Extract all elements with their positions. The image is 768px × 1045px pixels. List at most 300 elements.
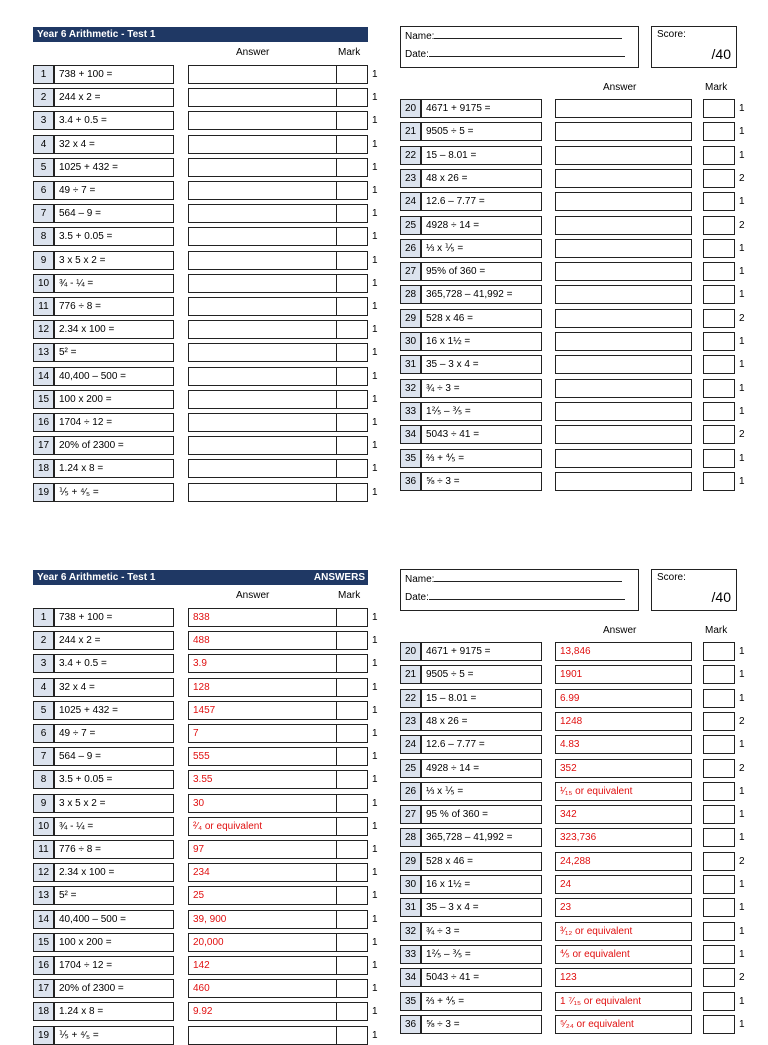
- test-title-bar: [33, 27, 368, 42]
- mark-value: 1: [372, 612, 378, 623]
- date-field[interactable]: [405, 47, 625, 60]
- mark-box[interactable]: [336, 631, 368, 650]
- mark-box[interactable]: [336, 297, 368, 316]
- answer-sheet: [0, 543, 768, 1043]
- question-text: 528 x 46 =: [421, 309, 542, 328]
- name-field[interactable]: [405, 572, 622, 585]
- answer-value: 142: [188, 956, 357, 975]
- mark-box[interactable]: [703, 146, 735, 165]
- mark-box[interactable]: [703, 309, 735, 328]
- question-number: 34: [400, 425, 421, 444]
- mark-box[interactable]: [703, 805, 735, 824]
- answer-box[interactable]: [555, 425, 692, 444]
- mark-box[interactable]: [703, 945, 735, 964]
- mark-value: 1: [739, 879, 745, 890]
- mark-value: 2: [739, 429, 745, 441]
- mark-value: 1: [739, 809, 745, 821]
- question-number: 25: [400, 759, 421, 778]
- mark-box[interactable]: [703, 239, 735, 258]
- question-text: 4671 + 9175 =: [421, 99, 542, 118]
- question-number: 20: [400, 99, 421, 118]
- answer-column-header: Answer: [603, 625, 637, 636]
- mark-box[interactable]: [703, 782, 735, 801]
- mark-value: 2: [739, 172, 745, 184]
- mark-value: 1: [739, 475, 745, 487]
- mark-value: 1: [372, 820, 378, 832]
- answer-box[interactable]: [555, 169, 692, 188]
- question-number: 14: [33, 910, 54, 929]
- question-number: 21: [400, 665, 421, 684]
- answer-box[interactable]: [555, 379, 692, 398]
- mark-box[interactable]: [336, 886, 368, 905]
- question-text: 5² =: [54, 343, 174, 362]
- mark-box[interactable]: [336, 251, 368, 270]
- question-number: 16: [33, 413, 54, 432]
- mark-box[interactable]: [336, 390, 368, 409]
- answer-column-header: Answer: [236, 47, 270, 58]
- question-text: 35 – 3 x 4 =: [421, 355, 542, 374]
- test-title: Year 6 Arithmetic - Test 1: [37, 572, 156, 583]
- mark-value: 1: [739, 196, 745, 208]
- date-field[interactable]: [405, 590, 625, 603]
- mark-value: 1: [372, 751, 378, 763]
- answer-box[interactable]: [188, 274, 357, 293]
- question-text: ⅝ ÷ 3 =: [421, 472, 542, 491]
- answer-box[interactable]: [188, 320, 357, 339]
- mark-value: 1: [739, 785, 745, 797]
- answer-box[interactable]: [188, 483, 357, 502]
- answer-box[interactable]: [555, 332, 692, 351]
- mark-box[interactable]: [336, 863, 368, 882]
- mark-box[interactable]: [703, 875, 735, 894]
- score-label: Score:: [657, 572, 686, 583]
- mark-value: 1: [739, 149, 745, 161]
- answer-box[interactable]: [188, 297, 357, 316]
- question-text: 3.5 + 0.05 =: [54, 227, 174, 246]
- question-number: 7: [33, 747, 54, 766]
- answer-box[interactable]: [188, 227, 357, 246]
- mark-box[interactable]: [336, 840, 368, 859]
- name-field[interactable]: [405, 29, 622, 42]
- mark-value: 1: [372, 960, 378, 971]
- mark-box[interactable]: [703, 216, 735, 235]
- mark-box[interactable]: [336, 1026, 368, 1045]
- answer-value: 23: [555, 898, 692, 917]
- mark-value: 1: [372, 324, 378, 336]
- mark-box[interactable]: [703, 169, 735, 188]
- answer-value: 323,736: [555, 828, 692, 847]
- question-number: 29: [400, 852, 421, 871]
- question-text: 1025 + 432 =: [54, 701, 174, 720]
- mark-value: 1: [372, 254, 378, 266]
- mark-value: 1: [739, 336, 745, 347]
- mark-value: 1: [372, 681, 378, 693]
- mark-box[interactable]: [336, 956, 368, 975]
- answer-box[interactable]: [188, 413, 357, 432]
- question-number: 14: [33, 367, 54, 386]
- question-text: 528 x 46 =: [421, 852, 542, 871]
- mark-value: 1: [372, 890, 378, 902]
- question-number: 33: [400, 402, 421, 421]
- question-number: 34: [400, 968, 421, 987]
- mark-value: 1: [739, 266, 745, 278]
- name-label: Name:: [405, 31, 435, 42]
- question-text: 244 x 2 =: [54, 88, 174, 107]
- question-number: 5: [33, 701, 54, 720]
- question-number: 4: [33, 135, 54, 154]
- test-title: Year 6 Arithmetic - Test 1: [37, 29, 156, 40]
- answer-value: 460: [188, 979, 357, 998]
- score-total: /40: [711, 46, 731, 62]
- question-number: 8: [33, 770, 54, 789]
- mark-box[interactable]: [336, 678, 368, 697]
- question-text: 20% of 2300 =: [54, 979, 174, 998]
- answer-box[interactable]: [188, 459, 357, 478]
- mark-value: 1: [372, 1029, 378, 1041]
- mark-box[interactable]: [336, 135, 368, 154]
- question-number: 12: [33, 863, 54, 882]
- question-text: 32 x 4 =: [54, 678, 174, 697]
- mark-value: 2: [739, 762, 745, 774]
- answer-value: 1457: [188, 701, 357, 720]
- answer-box[interactable]: [188, 251, 357, 270]
- mark-box[interactable]: [336, 436, 368, 455]
- answer-value: 13,846: [555, 642, 692, 661]
- mark-box[interactable]: [703, 122, 735, 141]
- question-text: 40,400 – 500 =: [54, 367, 174, 386]
- question-number: 30: [400, 875, 421, 894]
- mark-value: 1: [739, 289, 745, 301]
- mark-box[interactable]: [336, 343, 368, 362]
- question-text: 35 – 3 x 4 =: [421, 898, 542, 917]
- mark-value: 1: [372, 844, 378, 855]
- test-title-bar: [33, 570, 368, 585]
- mark-value: 1: [372, 161, 378, 173]
- mark-value: 1: [372, 936, 378, 948]
- mark-box[interactable]: [703, 642, 735, 661]
- mark-box[interactable]: [703, 689, 735, 708]
- question-text: 738 + 100 =: [54, 65, 174, 84]
- question-number: 27: [400, 262, 421, 281]
- mark-box[interactable]: [703, 379, 735, 398]
- question-text: 738 + 100 =: [54, 608, 174, 627]
- mark-value: 1: [372, 393, 378, 405]
- question-text: ¾ ÷ 3 =: [421, 922, 542, 941]
- question-text: 16 x 1½ =: [421, 332, 542, 351]
- answer-box[interactable]: [555, 192, 692, 211]
- mark-value: 1: [372, 301, 378, 312]
- question-number: 10: [33, 274, 54, 293]
- question-text: 4928 ÷ 14 =: [421, 216, 542, 235]
- question-text: 15 – 8.01 =: [421, 146, 542, 165]
- question-number: 32: [400, 379, 421, 398]
- mark-box[interactable]: [703, 968, 735, 987]
- question-number: 6: [33, 724, 54, 743]
- answer-box[interactable]: [555, 122, 692, 141]
- answer-value: 352: [555, 759, 692, 778]
- mark-value: 1: [372, 774, 378, 786]
- mark-box[interactable]: [703, 192, 735, 211]
- answer-box[interactable]: [555, 355, 692, 374]
- mark-value: 1: [372, 115, 378, 127]
- mark-box[interactable]: [336, 88, 368, 107]
- question-number: 23: [400, 169, 421, 188]
- mark-box[interactable]: [336, 158, 368, 177]
- question-text: 3.5 + 0.05 =: [54, 770, 174, 789]
- mark-value: 1: [372, 728, 378, 739]
- question-text: ¾ - ¼ =: [54, 274, 174, 293]
- question-text: 5² =: [54, 886, 174, 905]
- mark-box[interactable]: [703, 665, 735, 684]
- question-text: ⅝ ÷ 3 =: [421, 1015, 542, 1034]
- question-text: 15 – 8.01 =: [421, 689, 542, 708]
- date-label: Date:: [405, 592, 429, 603]
- answer-box[interactable]: [555, 309, 692, 328]
- question-sheet: [0, 0, 768, 500]
- question-number: 35: [400, 449, 421, 468]
- question-number: 17: [33, 979, 54, 998]
- mark-box[interactable]: [336, 794, 368, 813]
- answer-box[interactable]: [188, 158, 357, 177]
- answer-box[interactable]: [555, 99, 692, 118]
- mark-value: 1: [372, 138, 378, 150]
- question-text: 32 x 4 =: [54, 135, 174, 154]
- answer-value: [188, 1026, 357, 1045]
- question-text: 1⅖ – ⅗ =: [421, 945, 542, 964]
- mark-box[interactable]: [336, 483, 368, 502]
- question-text: 12.6 – 7.77 =: [421, 735, 542, 754]
- question-text: 3 x 5 x 2 =: [54, 251, 174, 270]
- question-text: ¾ ÷ 3 =: [421, 379, 542, 398]
- mark-box[interactable]: [703, 99, 735, 118]
- mark-value: 1: [372, 92, 378, 104]
- mark-box[interactable]: [336, 817, 368, 836]
- answer-value: 20,000: [188, 933, 357, 952]
- mark-value: 1: [372, 486, 378, 498]
- mark-box[interactable]: [336, 910, 368, 929]
- mark-value: 1: [739, 382, 745, 394]
- question-text: 4671 + 9175 =: [421, 642, 542, 661]
- mark-value: 2: [739, 219, 745, 231]
- mark-box[interactable]: [703, 449, 735, 468]
- question-text: 1704 ÷ 12 =: [54, 956, 174, 975]
- answer-box[interactable]: [555, 262, 692, 281]
- mark-box[interactable]: [336, 747, 368, 766]
- mark-box[interactable]: [703, 425, 735, 444]
- question-number: 31: [400, 355, 421, 374]
- mark-box[interactable]: [703, 262, 735, 281]
- answer-box[interactable]: [188, 343, 357, 362]
- answer-value: 1248: [555, 712, 692, 731]
- answer-box[interactable]: [188, 181, 357, 200]
- question-number: 24: [400, 735, 421, 754]
- answers-label: ANSWERS: [313, 572, 365, 583]
- mark-box[interactable]: [703, 402, 735, 421]
- mark-box[interactable]: [336, 933, 368, 952]
- mark-value: 1: [739, 832, 745, 844]
- mark-box[interactable]: [336, 274, 368, 293]
- question-number: 31: [400, 898, 421, 917]
- question-number: 13: [33, 886, 54, 905]
- question-number: 4: [33, 678, 54, 697]
- answer-value: ⅘ or equivalent: [555, 945, 692, 964]
- question-text: 365,728 – 41,992 =: [421, 285, 542, 304]
- mark-box[interactable]: [703, 332, 735, 351]
- answer-value: 7: [188, 724, 357, 743]
- answer-value: 6.99: [555, 689, 692, 708]
- mark-box[interactable]: [703, 712, 735, 731]
- question-text: 3 x 5 x 2 =: [54, 794, 174, 813]
- mark-box[interactable]: [336, 770, 368, 789]
- question-number: 29: [400, 309, 421, 328]
- question-text: 4928 ÷ 14 =: [421, 759, 542, 778]
- answer-value: ⁵⁄₂₄ or equivalent: [555, 1015, 692, 1034]
- question-text: 1704 ÷ 12 =: [54, 413, 174, 432]
- question-number: 21: [400, 122, 421, 141]
- mark-value: 1: [372, 704, 378, 716]
- question-number: 26: [400, 782, 421, 801]
- mark-column-header: Mark: [338, 47, 361, 58]
- mark-box[interactable]: [336, 979, 368, 998]
- question-number: 15: [33, 390, 54, 409]
- question-text: 365,728 – 41,992 =: [421, 828, 542, 847]
- answer-column-header: Answer: [236, 590, 270, 601]
- answer-box[interactable]: [555, 449, 692, 468]
- question-text: 564 – 9 =: [54, 747, 174, 766]
- mark-value: 1: [739, 126, 745, 138]
- mark-box[interactable]: [336, 181, 368, 200]
- answer-box[interactable]: [188, 135, 357, 154]
- answer-box[interactable]: [555, 402, 692, 421]
- mark-value: 1: [739, 646, 745, 657]
- mark-box[interactable]: [336, 654, 368, 673]
- mark-value: 1: [739, 242, 745, 254]
- answer-value: 123: [555, 968, 692, 987]
- answer-box[interactable]: [188, 436, 357, 455]
- mark-value: 1: [372, 440, 378, 452]
- mark-box[interactable]: [336, 367, 368, 386]
- answer-box[interactable]: [188, 65, 357, 84]
- mark-box[interactable]: [703, 922, 735, 941]
- mark-value: 1: [739, 925, 745, 937]
- question-text: 1.24 x 8 =: [54, 1002, 174, 1021]
- answer-value: 1 ⁷⁄₁₅ or equivalent: [555, 992, 692, 1011]
- mark-box[interactable]: [336, 111, 368, 130]
- mark-box[interactable]: [336, 608, 368, 627]
- question-number: 36: [400, 1015, 421, 1034]
- mark-box[interactable]: [336, 459, 368, 478]
- answer-box[interactable]: [555, 239, 692, 258]
- mark-box[interactable]: [703, 472, 735, 491]
- question-text: ⅓ x ⅕ =: [421, 239, 542, 258]
- answer-box[interactable]: [188, 204, 357, 223]
- question-number: 8: [33, 227, 54, 246]
- mark-box[interactable]: [336, 701, 368, 720]
- question-text: ¾ - ¼ =: [54, 817, 174, 836]
- question-number: 33: [400, 945, 421, 964]
- answer-box[interactable]: [188, 390, 357, 409]
- answer-box[interactable]: [555, 146, 692, 165]
- question-text: 1.24 x 8 =: [54, 459, 174, 478]
- mark-box[interactable]: [703, 735, 735, 754]
- mark-box[interactable]: [703, 852, 735, 871]
- question-text: 12.6 – 7.77 =: [421, 192, 542, 211]
- score-box: [651, 26, 737, 68]
- answer-value: 30: [188, 794, 357, 813]
- question-text: 776 ÷ 8 =: [54, 297, 174, 316]
- mark-box[interactable]: [703, 1015, 735, 1034]
- mark-box[interactable]: [703, 759, 735, 778]
- question-text: ⅓ x ⅕ =: [421, 782, 542, 801]
- mark-column-header: Mark: [705, 625, 728, 636]
- question-text: 3.4 + 0.5 =: [54, 111, 174, 130]
- score-box: [651, 569, 737, 611]
- answer-box[interactable]: [555, 216, 692, 235]
- question-number: 28: [400, 828, 421, 847]
- question-number: 20: [400, 642, 421, 661]
- question-text: 564 – 9 =: [54, 204, 174, 223]
- mark-box[interactable]: [703, 285, 735, 304]
- answer-box[interactable]: [188, 88, 357, 107]
- name-date-box: [400, 569, 639, 611]
- mark-value: 1: [372, 231, 378, 243]
- mark-box[interactable]: [703, 898, 735, 917]
- question-text: ⅔ + ⅘ =: [421, 449, 542, 468]
- mark-box[interactable]: [336, 227, 368, 246]
- answer-value: 9.92: [188, 1002, 357, 1021]
- question-text: ⅕ + ⁴⁄₅ =: [54, 1026, 174, 1045]
- mark-box[interactable]: [703, 828, 735, 847]
- answer-value: 97: [188, 840, 357, 859]
- mark-box[interactable]: [703, 992, 735, 1011]
- question-number: 26: [400, 239, 421, 258]
- question-number: 1: [33, 65, 54, 84]
- answer-value: 488: [188, 631, 357, 650]
- answer-value: 128: [188, 678, 357, 697]
- answer-box[interactable]: [555, 285, 692, 304]
- question-number: 18: [33, 1002, 54, 1021]
- mark-box[interactable]: [703, 355, 735, 374]
- question-number: 3: [33, 654, 54, 673]
- mark-box[interactable]: [336, 320, 368, 339]
- answer-value: 3.9: [188, 654, 357, 673]
- mark-value: 1: [372, 347, 378, 359]
- question-number: 17: [33, 436, 54, 455]
- question-text: 1025 + 432 =: [54, 158, 174, 177]
- question-text: 95% of 360 =: [421, 262, 542, 281]
- question-number: 10: [33, 817, 54, 836]
- question-text: ⅕ + ⁴⁄₅ =: [54, 483, 174, 502]
- answer-box[interactable]: [188, 111, 357, 130]
- mark-box[interactable]: [336, 204, 368, 223]
- question-text: 40,400 – 500 =: [54, 910, 174, 929]
- answer-box[interactable]: [188, 367, 357, 386]
- mark-box[interactable]: [336, 413, 368, 432]
- answer-box[interactable]: [555, 472, 692, 491]
- question-text: 16 x 1½ =: [421, 875, 542, 894]
- question-number: 11: [33, 297, 54, 316]
- question-text: 20% of 2300 =: [54, 436, 174, 455]
- mark-box[interactable]: [336, 1002, 368, 1021]
- question-number: 30: [400, 332, 421, 351]
- question-number: 6: [33, 181, 54, 200]
- answer-value: 25: [188, 886, 357, 905]
- question-number: 13: [33, 343, 54, 362]
- mark-box[interactable]: [336, 65, 368, 84]
- mark-value: 2: [739, 972, 745, 984]
- answer-value: 3.55: [188, 770, 357, 789]
- mark-box[interactable]: [336, 724, 368, 743]
